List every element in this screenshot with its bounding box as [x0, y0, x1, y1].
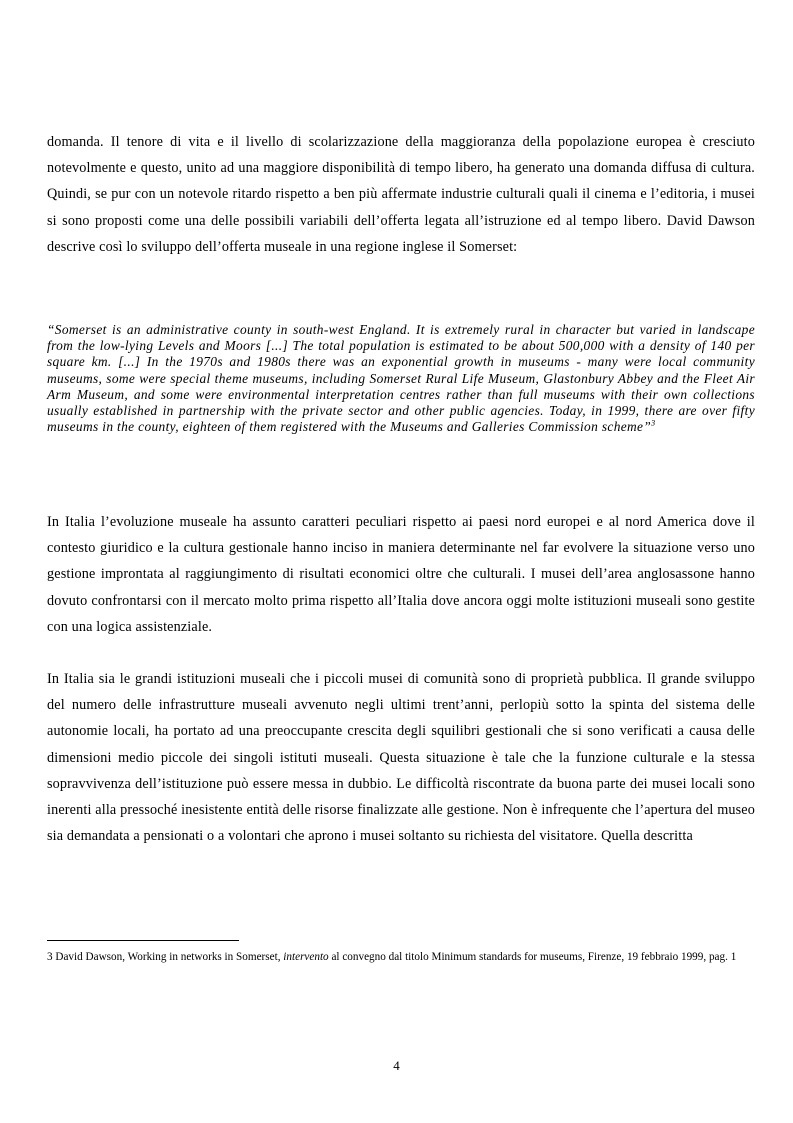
footnote-reference: 3 — [651, 418, 656, 428]
footnote — [47, 950, 755, 966]
footnote-text-before: David Dawson, Working in networks in Somerset, — [52, 951, 284, 963]
page-number: 4 — [393, 1058, 400, 1073]
quote-text: “Somerset is an administrative county in south-west England. It is extremely rural in character but varied in landscape from the low-lying Levels and Moors [...] The total population is estimated to be about 500,000 with a density of 140 per square km. [...] In the 1970s and 1980s there was an exponential growth in museums - many were local community museums, some were special theme museums, including Somerset Rural Life Museum, Glastonbury Abbey and the Fleet Air Arm Museum, and some were environmental interpretation centres rather than full museums with their own collections usually established in partnership with the private sector and other public agencies. Today, in 1999, there are over fifty museums in the county, eighteen of them registered with the Museums and Galleries Commission scheme” — [47, 322, 755, 435]
body-paragraph-2: In Italia l’evoluzione museale ha assunto caratteri peculiari rispetto ai paesi nord europei e al nord America dove il contesto giuridico e la cultura gestionale hanno inciso in maniera determinante nel far evolvere la situazione verso uno gestione improntata al raggiungimento di risultati economici oltre che culturali. I musei dell’area anglosassone hanno dovuto confrontarsi con il mercato molto prima rispetto all’Italia dove ancora oggi molte istituzioni museali sono gestite con una logica assistenziale. — [47, 514, 755, 635]
footnote-number: 3 — [47, 951, 53, 963]
footnote-divider — [47, 940, 239, 941]
body-paragraph-3: In Italia sia le grandi istituzioni museali che i piccoli musei di comunità sono di proprietà pubblica. Il grande sviluppo del numero delle infrastrutture museali avvenuto negli ultimi trent’anni, perlopiù sotto la spinta del sistema delle autonomie locali, ha portato ad una preoccupante crescita degli squilibri gestionali che si sono verificati a causa delle dimensioni medio piccole dei singoli istituti museali. Questa situazione è tale che la funzione culturale e la stessa sopravvivenza dell’istituzione può essere messa in dubbio. Le difficoltà riscontrate da buona parte dei musei locali sono inerenti alla pressoché inesistente entità delle risorse finalizzate alle gestione. Non è infrequente che l’apertura del museo sia demandata a pensionati o a volontari che aprono i musei soltanto su richiesta del visitatore. Quella descritta — [47, 671, 755, 845]
footnote-text-italic: intervento — [283, 951, 329, 963]
block-quote — [47, 322, 755, 435]
body-paragraph-1: domanda. Il tenore di vita e il livello di scolarizzazione della maggioranza della popolazione europea è cresciuto notevolmente e questo, unito ad una maggiore disponibilità di tempo libero, ha generato una domanda diffusa di cultura. Quindi, se pur con un notevole ritardo rispetto a ben più affermate industrie culturali quali il cinema e l’editoria, i musei si sono proposti come una delle possibili variabili dell’offerta legata all’istruzione ed al tempo libero. David Dawson descrive così lo sviluppo dell’offerta museale in una regione inglese il Somerset: — [47, 134, 755, 255]
footnote-text-after: al convegno dal titolo Minimum standards for museums, Firenze, 19 febbraio 1999, pag. 1 — [328, 951, 737, 963]
